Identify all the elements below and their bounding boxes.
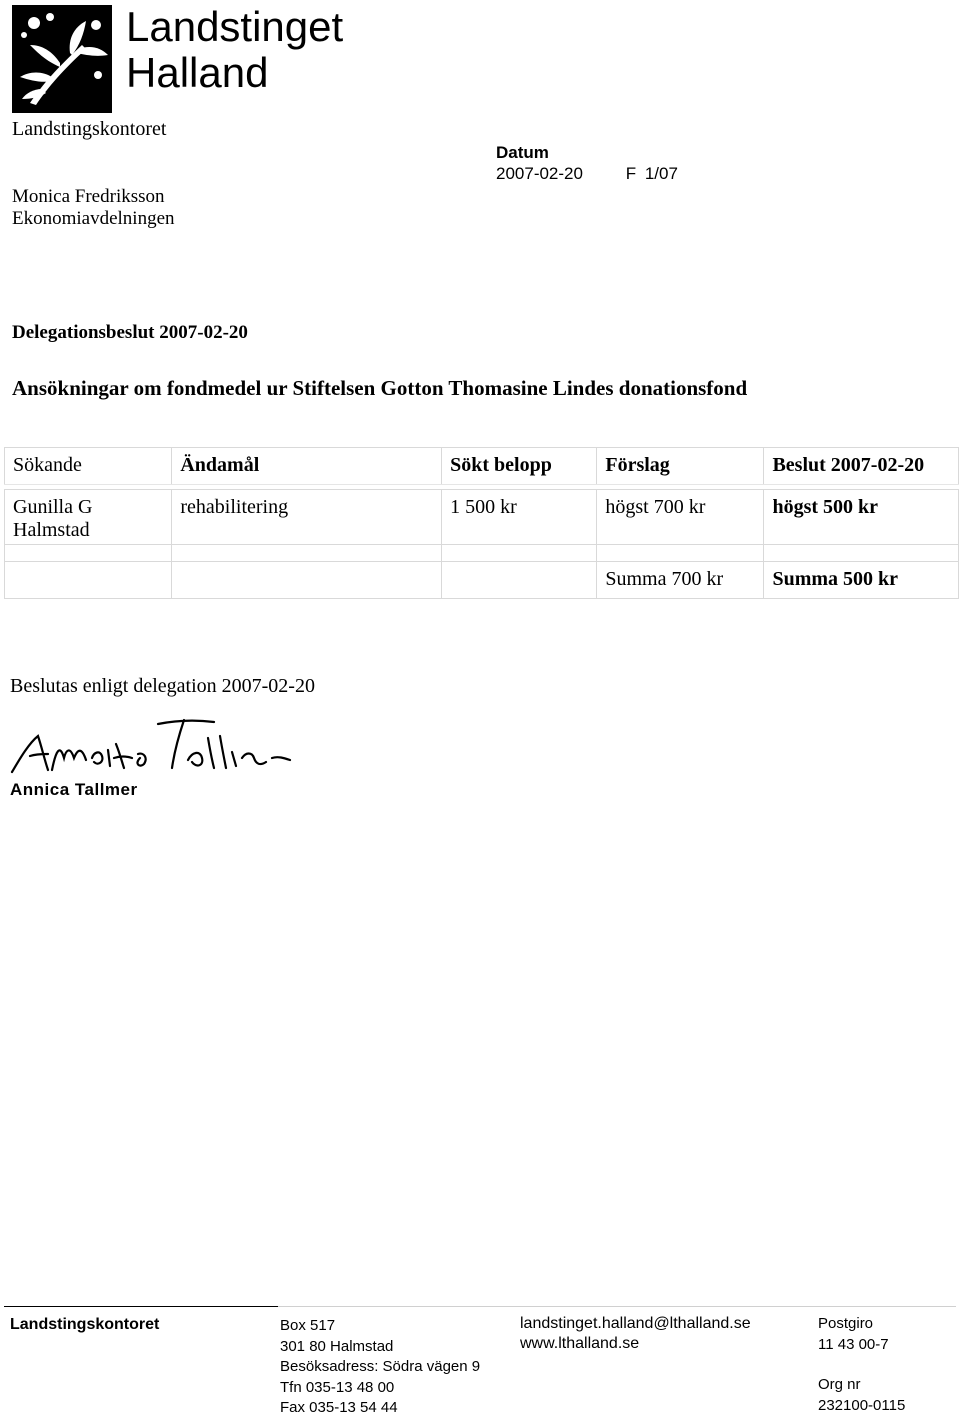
- reference-number: 1/07: [644, 164, 678, 183]
- date-value: 2007-02-20: [496, 164, 583, 183]
- header-decision: Beslut 2007-02-20: [764, 448, 959, 485]
- footer-spacer: [818, 1355, 905, 1375]
- address-line: Fax 035-13 54 44: [280, 1399, 398, 1416]
- empty-cell: [764, 545, 959, 562]
- address-line: Besöksadress: Södra vägen 9: [280, 1358, 481, 1375]
- delegation-note: Beslutas enligt delegation 2007-02-20: [10, 675, 315, 697]
- table-header-row: [5, 448, 959, 485]
- footer-email-link[interactable]: landstinget.halland@lthalland.se: [520, 1315, 751, 1332]
- header-applicant: Sökande: [5, 448, 172, 485]
- postgiro-label: Postgiro: [818, 1315, 874, 1332]
- footer-payment-info: [818, 1314, 905, 1416]
- requested-cell: 1 500 kr: [442, 490, 597, 545]
- applicant-name: Gunilla G: [13, 496, 93, 518]
- footer-divider: [4, 1306, 278, 1307]
- purpose-cell: rehabilitering: [172, 490, 442, 545]
- empty-cell: [5, 545, 172, 562]
- footer-divider: [278, 1306, 956, 1307]
- empty-cell: [5, 562, 172, 599]
- applicant-cell: [5, 490, 172, 545]
- address-line: Tfn 035-13 48 00: [280, 1378, 395, 1396]
- decision-cell: högst 500 kr: [764, 490, 959, 545]
- author-department: Ekonomiavdelningen: [12, 208, 175, 229]
- address-line: Box 517: [280, 1317, 336, 1334]
- decision-title: Delegationsbeslut 2007-02-20: [12, 322, 248, 343]
- header-purpose: Ändamål: [172, 448, 442, 485]
- empty-cell: [172, 562, 442, 599]
- date-block: [496, 142, 678, 184]
- organization-name: [126, 4, 343, 96]
- header-proposal: Förslag: [597, 448, 764, 485]
- footer-address: [280, 1316, 480, 1419]
- author-name: Monica Fredriksson: [12, 186, 165, 207]
- org-name-line-1: Landstinget: [126, 3, 344, 50]
- grants-table: [4, 447, 959, 599]
- sum-proposal: Summa 700 kr: [597, 562, 764, 599]
- table-sum-row: [5, 562, 959, 599]
- date-label: Datum: [496, 143, 549, 162]
- empty-cell: [442, 545, 597, 562]
- org-nr-value: 232100-0115: [818, 1396, 906, 1414]
- address-line: 301 80 Halmstad: [280, 1337, 394, 1355]
- header-requested: Sökt belopp: [442, 448, 597, 485]
- org-name-line-2: Halland: [126, 49, 269, 96]
- subject-heading: Ansökningar om fondmedel ur Stiftelsen Gotton Thomasine Lindes donationsfond: [12, 376, 748, 400]
- applicant-city: Halmstad: [13, 519, 90, 541]
- footer-website-link[interactable]: www.lthalland.se: [520, 1335, 640, 1352]
- landstinget-crest-logo: [12, 5, 112, 113]
- table-empty-row: [5, 545, 959, 562]
- proposal-cell: högst 700 kr: [597, 490, 764, 545]
- author-block: [12, 186, 175, 230]
- empty-cell: [597, 545, 764, 562]
- reference-prefix: F: [625, 164, 637, 183]
- sum-decision: Summa 500 kr: [764, 562, 959, 599]
- empty-cell: [442, 562, 597, 599]
- table-row: [5, 490, 959, 545]
- empty-cell: [172, 545, 442, 562]
- signer-name: Annica Tallmer: [10, 780, 138, 799]
- date-row: [496, 163, 678, 184]
- footer-contact: [520, 1314, 751, 1354]
- office-name: Landstingskontoret: [12, 118, 167, 140]
- footer-office: Landstingskontoret: [10, 1316, 160, 1333]
- org-nr-label: Org nr: [818, 1376, 861, 1393]
- postgiro-value: 11 43 00-7: [818, 1335, 889, 1353]
